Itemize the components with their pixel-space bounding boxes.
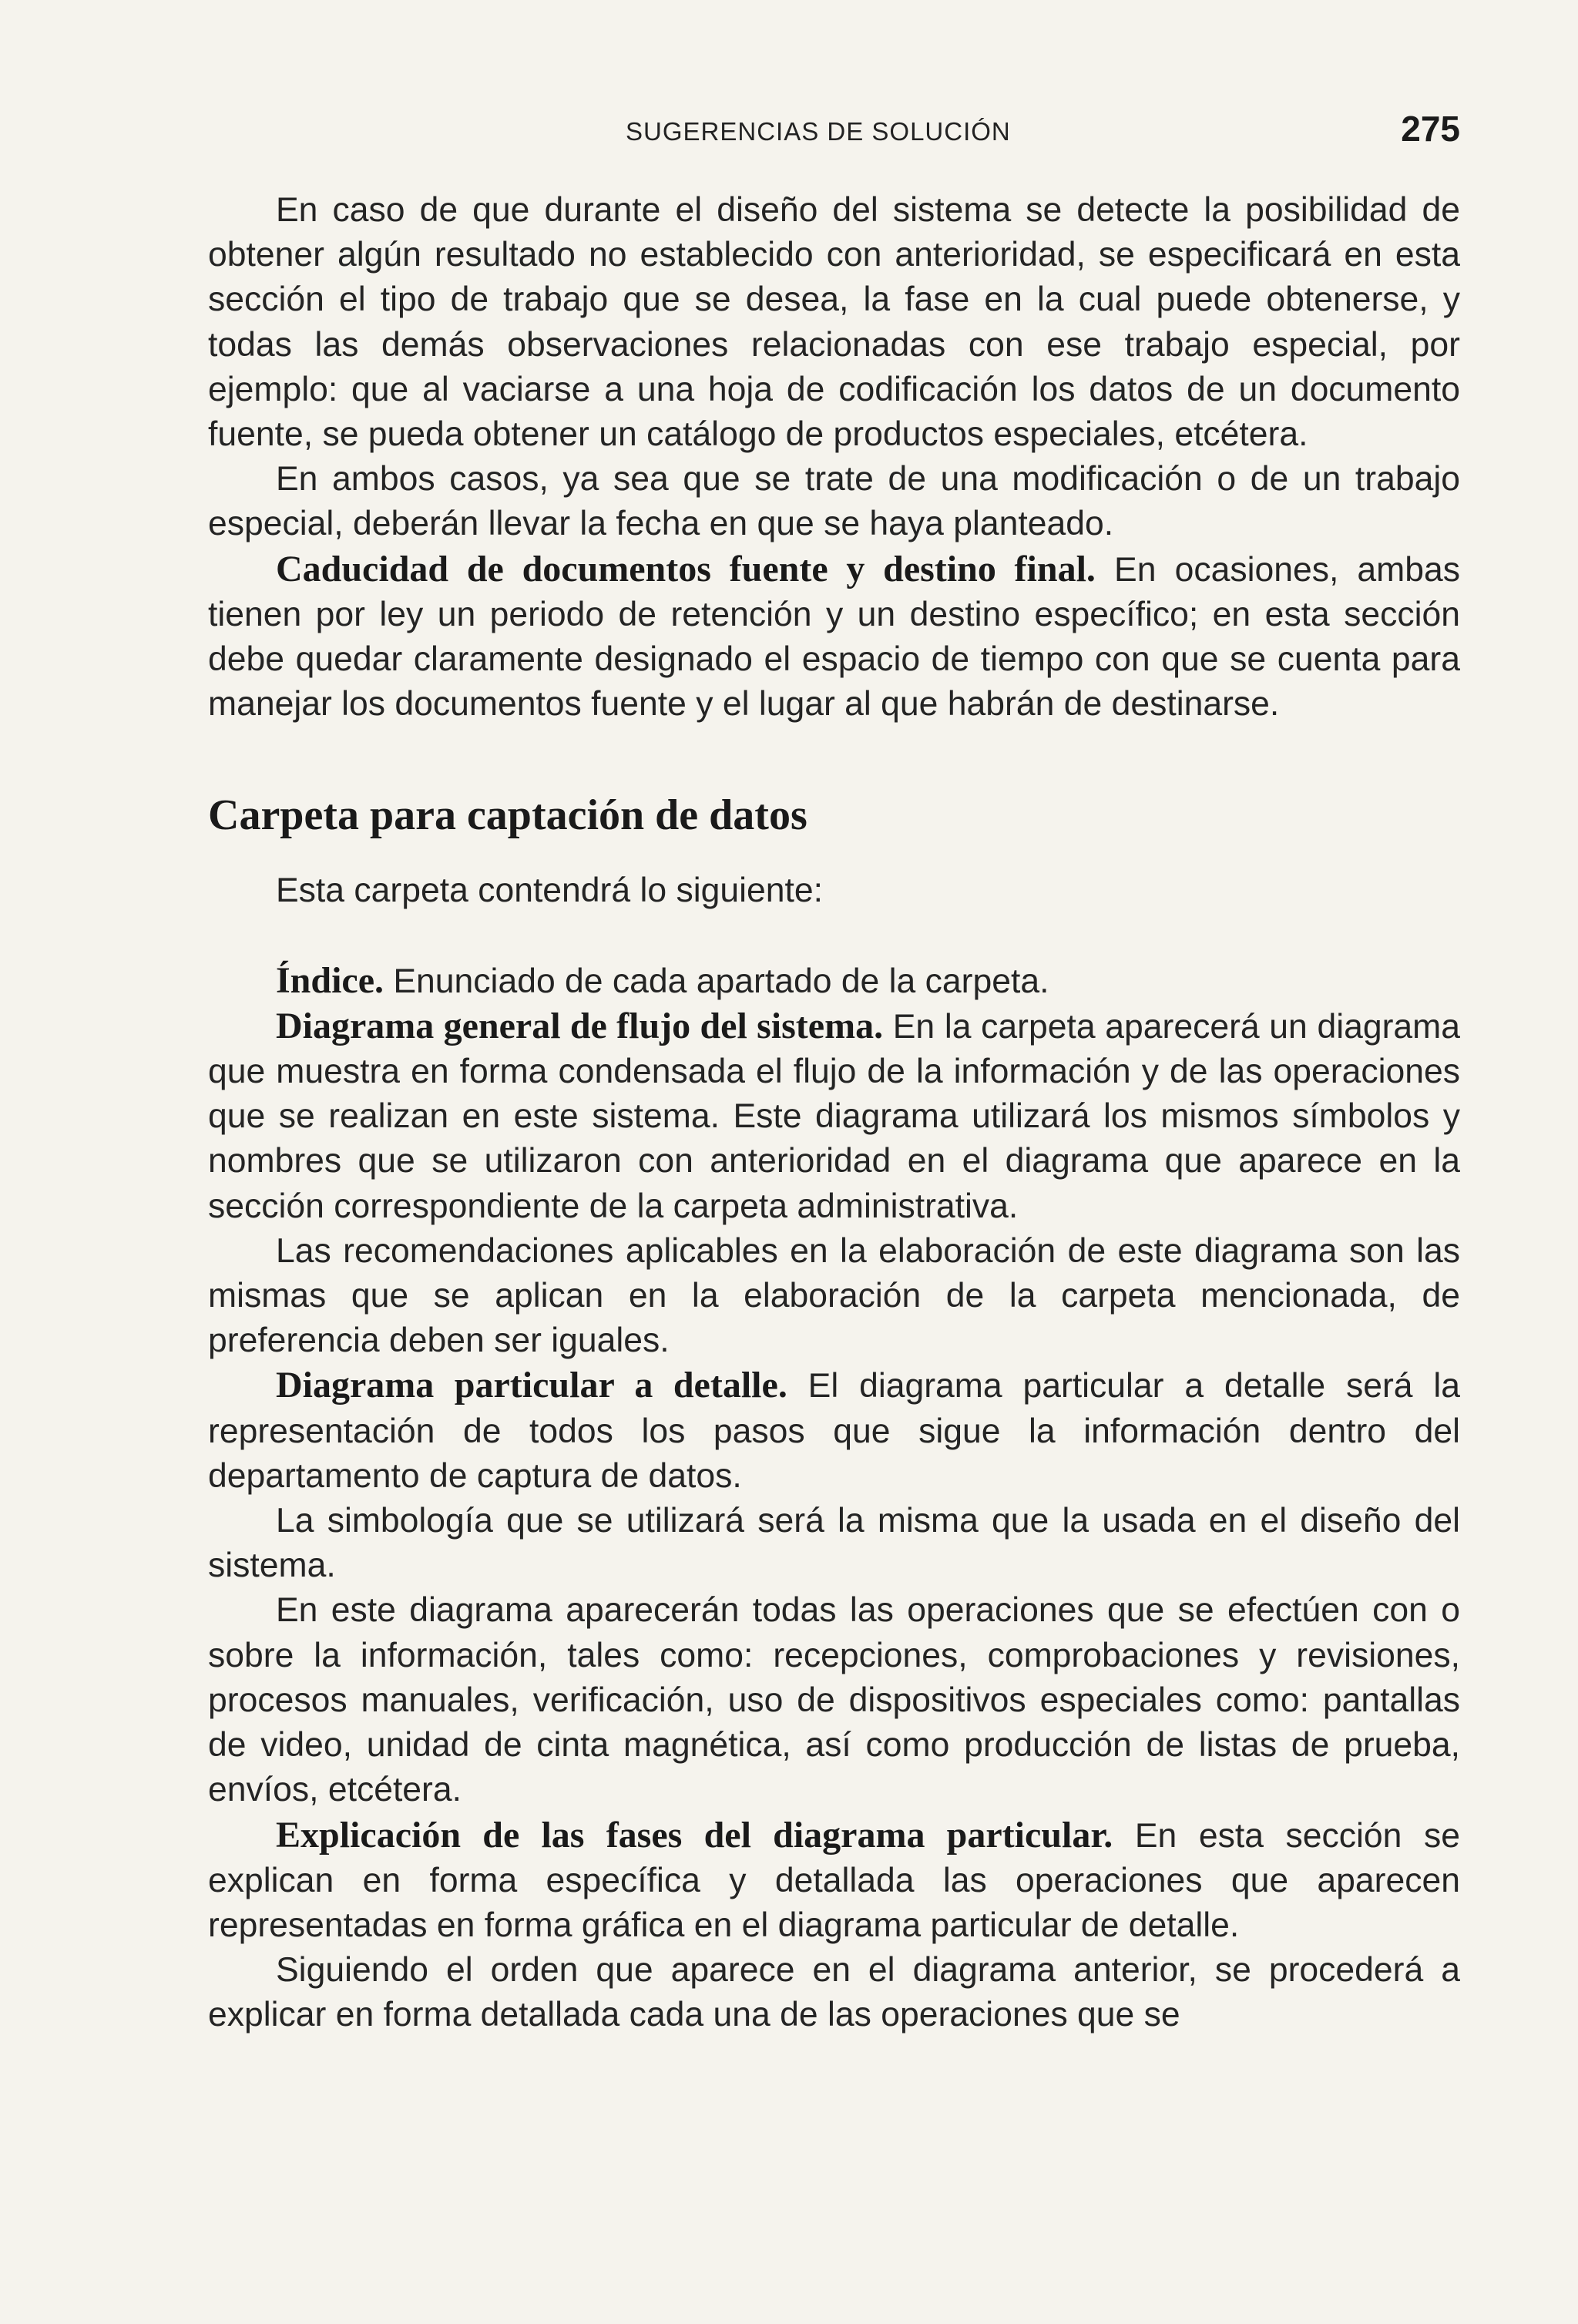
paragraph: Las recomendaciones aplicables en la elaboración de este diagrama son las mismas que se aplican en la elaboración de la carpeta mencionada, de preferencia deben ser iguales.: [208, 1231, 1460, 1360]
paragraph: Siguiendo el orden que aparece en el diagrama anterior, se procederá a explicar en forma detallada cada una de las operaciones que se: [208, 1951, 1460, 2034]
paragraph: [208, 547, 1460, 727]
run-in-heading: Caducidad de documentos fuente y destino final.: [276, 548, 1096, 589]
page-header: [208, 106, 1460, 160]
paragraph-text: Enunciado de cada apartado de la carpeta.: [384, 962, 1049, 1000]
paragraph: Esta carpeta contendrá lo siguiente:: [276, 872, 823, 910]
paragraph: En ambos casos, ya sea que se trate de una modificación o de un trabajo especial, deberán llevar la fecha en que se haya planteado.: [208, 460, 1460, 543]
run-in-heading: Diagrama particular a detalle.: [276, 1365, 787, 1406]
paragraph: [208, 1813, 1460, 1949]
paragraph: En caso de que durante el diseño del sistema se detecte la posibilidad de obtener algún resultado no establecido con anterioridad, se especificará en esta sección el tipo de trabajo que se desea, la fase en la cual puede obtenerse, y todas las demás observaciones relacionadas con ese trabajo especial, por ejemplo: que al vaciarse a una hoja de codificación los datos de un documento fuente, se pueda obtener un catálogo de productos especiales, etcétera.: [208, 191, 1460, 454]
paragraph: En este diagrama aparecerán todas las operaciones que se efectúen con o sobre la información, tales como: recepciones, comprobaciones y revisiones, procesos manuales, verificación, uso de dispositivos especiales como: pantallas de video, unidad de cinta magnética, así como producción de listas de prueba, envíos, etcétera.: [208, 1591, 1460, 1809]
paragraph-text: En esta sección se explican en forma específica y detallada las operaciones que aparecen representadas en forma gráfica en el diagrama particular de detalle.: [208, 1816, 1460, 1944]
paragraph-text: El diagrama particular a detalle será la representación de todos los pasos que sigue la información dentro del departamento de captura de datos.: [208, 1367, 1461, 1495]
run-in-heading: Índice.: [276, 959, 384, 1001]
section-heading: Carpeta para captación de datos: [208, 791, 807, 840]
running-head: SUGERENCIAS DE SOLUCIÓN: [626, 117, 1011, 146]
paragraph-text: En la carpeta aparecerá un diagrama que muestra en forma condensada el flujo de la información y de las operaciones que se realizan en este sistema. Este diagrama utilizará los mismos símbolos y nombres que se utilizaron con anterioridad en el diagrama que aparece en la sección correspondiente de la carpeta administrativa.: [208, 1007, 1460, 1225]
paragraph: [208, 1004, 1460, 1229]
run-in-heading: Diagrama general de flujo del sistema.: [276, 1005, 884, 1046]
page-number: 275: [1401, 109, 1460, 149]
run-in-heading: Explicación de las fases del diagrama particular.: [276, 1814, 1113, 1856]
paragraph-text: En ocasiones, ambas tienen por ley un periodo de retención y un destino específico; en esta sección debe quedar claramente designado el espacio de tiempo con que se cuenta para manejar los documentos fuente y el lugar al que habrán de destinarse.: [208, 550, 1460, 724]
paragraph: [208, 1363, 1460, 1499]
page-body: [208, 188, 1460, 2038]
paragraph: [208, 959, 1460, 1004]
paragraph: La simbología que se utilizará será la misma que la usada en el diseño del sistema.: [208, 1502, 1460, 1585]
